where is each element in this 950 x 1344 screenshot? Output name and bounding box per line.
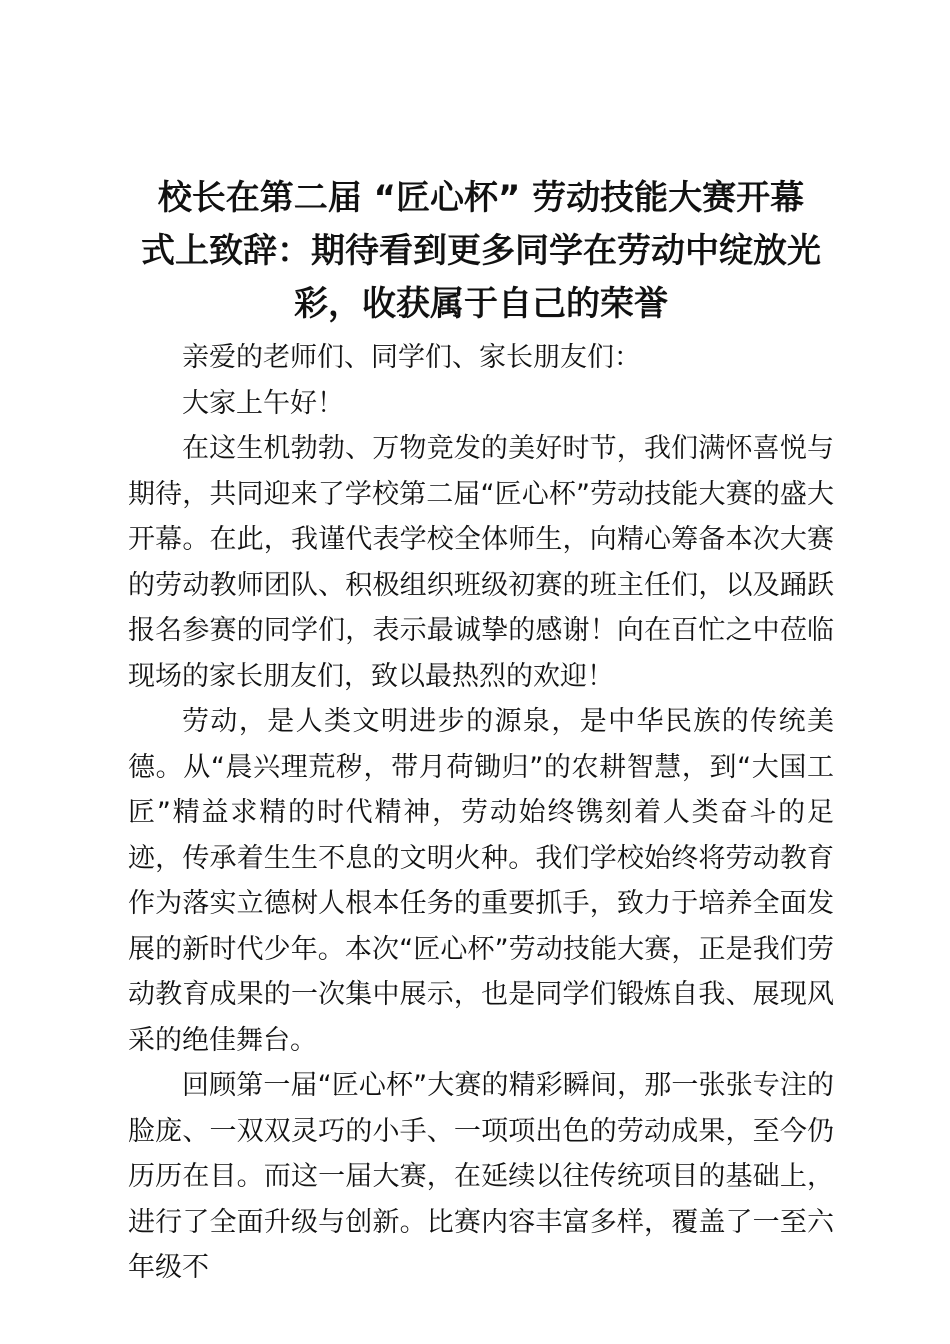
document-body	[128, 335, 834, 1291]
body-paragraph: 在这生机勃勃、万物竞发的美好时节，我们满怀喜悦与期待，共同迎来了学校第二届“匠心杯”劳动技能大赛的盛大开幕。在此，我谨代表学校全体师生，向精心筹备本次大赛的劳动教师团队、积极组织班级初赛的班主任们，以及踊跃报名参赛的同学们，表示最诚挚的感谢！向在百忙之中莅临现场的家长朋友们，致以最热烈的欢迎！	[128, 433, 834, 692]
title-line-1: 校长在第二届 “匠心杯” 劳动技能大赛开幕	[157, 178, 805, 218]
body-paragraph: 回顾第一届“匠心杯”大赛的精彩瞬间，那一张张专注的脸庞、一双双灵巧的小手、一项项出色的劳动成果，至今仍历历在目。而这一届大赛，在延续以往传统项目的基础上，进行了全面升级与创新。比赛内容丰富多样，覆盖了一至六年级不	[128, 1070, 834, 1283]
title-line-2: 式上致辞：期待看到更多同学在劳动中绽放光	[141, 231, 821, 271]
document-title	[128, 172, 834, 331]
body-paragraph: 劳动，是人类文明进步的源泉，是中华民族的传统美德。从“晨兴理荒秽，带月荷锄归”的农耕智慧，到“大国工匠”精益求精的时代精神，劳动始终镌刻着人类奋斗的足迹，传承着生生不息的文明火种。我们学校始终将劳动教育作为落实立德树人根本任务的重要抓手，致力于培养全面发展的新时代少年。本次“匠心杯”劳动技能大赛，正是我们劳动教育成果的一次集中展示，也是同学们锻炼自我、展现风采的绝佳舞台。	[128, 706, 834, 1056]
greeting: 大家上午好！	[182, 387, 344, 419]
salutation: 亲爱的老师们、同学们、家长朋友们：	[182, 342, 641, 373]
title-line-3: 彩，收获属于自己的荣誉	[294, 284, 668, 324]
